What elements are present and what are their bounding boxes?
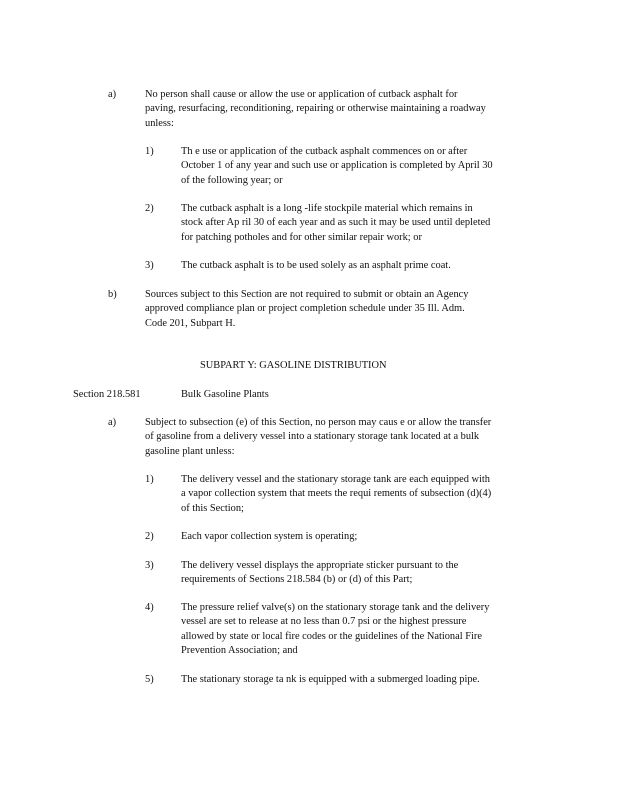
item-text [181,559,458,588]
item-text [145,288,468,331]
item-label: 2) [145,203,154,214]
text-line: approved compliance plan or project completion schedule under 35 Ill. Adm. [145,303,465,315]
item-text [181,673,480,687]
text-line: The stationary storage ta nk is equipped with a submerged loading pipe. [181,674,480,685]
text-line: a vapor collection system that meets the requi rements of subsection (d)(4) [181,488,492,500]
text-line: stock after Ap ril 30 of each year and as such it may be used until depleted [181,217,491,229]
text-line: for patching potholes and for other similar repair work; or [181,231,422,243]
item-label: 1) [145,474,154,485]
text-line: Each vapor collection system is operating; [181,531,358,542]
item-label: 1) [145,146,154,157]
item-label: b) [108,289,117,300]
item-text [181,202,490,245]
item-label: 5) [145,674,154,685]
text-line: of this Section; [181,502,244,514]
item-text [145,88,486,131]
text-line: unless: [145,117,174,129]
text-line: gasoline plant unless: [145,445,235,457]
text-line: vessel are set to release at no less than 0.7 psi or the highest pressure [181,616,467,628]
section-title: Bulk Gasoline Plants [181,389,269,400]
item-text [181,530,357,544]
item-text [181,473,491,516]
text-line: Subject to subsection (e) of this Section, no person may caus e or allow the transfer [145,417,492,428]
text-line: No person shall cause or allow the use or application of cutback asphalt for [145,89,458,100]
item-label: 3) [145,560,154,571]
text-line: Sources subject to this Section are not required to submit or obtain an Agency [145,289,469,300]
item-label: 4) [145,602,154,613]
text-line: paving, resurfacing, reconditioning, repairing or otherwise maintaining a roadway [145,103,486,115]
text-line: The cutback asphalt is a long -life stockpile material which remains in [181,203,473,214]
text-line: Th e use or application of the cutback asphalt commences on or after [181,146,468,157]
text-line: Code 201, Subpart H. [145,317,236,329]
item-label: 2) [145,531,154,542]
section-number: Section 218.581 [73,389,141,400]
text-line: The delivery vessel and the stationary storage tank are each equipped with [181,474,491,485]
item-text [145,416,491,459]
text-line: of the following year; or [181,174,283,186]
text-line: The pressure relief valve(s) on the stationary storage tank and the delivery [181,602,490,613]
text-line: of gasoline from a delivery vessel into a stationary storage tank located at a bulk [145,431,480,443]
subpart-heading: SUBPART Y: GASOLINE DISTRIBUTION [200,360,387,371]
text-line: allowed by state or local fire codes or the guidelines of the National Fire [181,630,482,642]
item-label: a) [108,417,117,428]
text-line: Prevention Association; and [181,645,298,657]
item-text [181,259,451,273]
text-line: requirements of Sections 218.584 (b) or (d) of this Part; [181,574,413,586]
text-line: October 1 of any year and such use or application is completed by April 30 [181,160,493,172]
item-text [181,145,493,188]
text-line: The cutback asphalt is to be used solely as an asphalt prime coat. [181,260,451,271]
text-line: The delivery vessel displays the appropriate sticker pursuant to the [181,560,459,571]
item-text [181,601,489,659]
item-label: 3) [145,260,154,271]
item-label: a) [108,89,117,100]
